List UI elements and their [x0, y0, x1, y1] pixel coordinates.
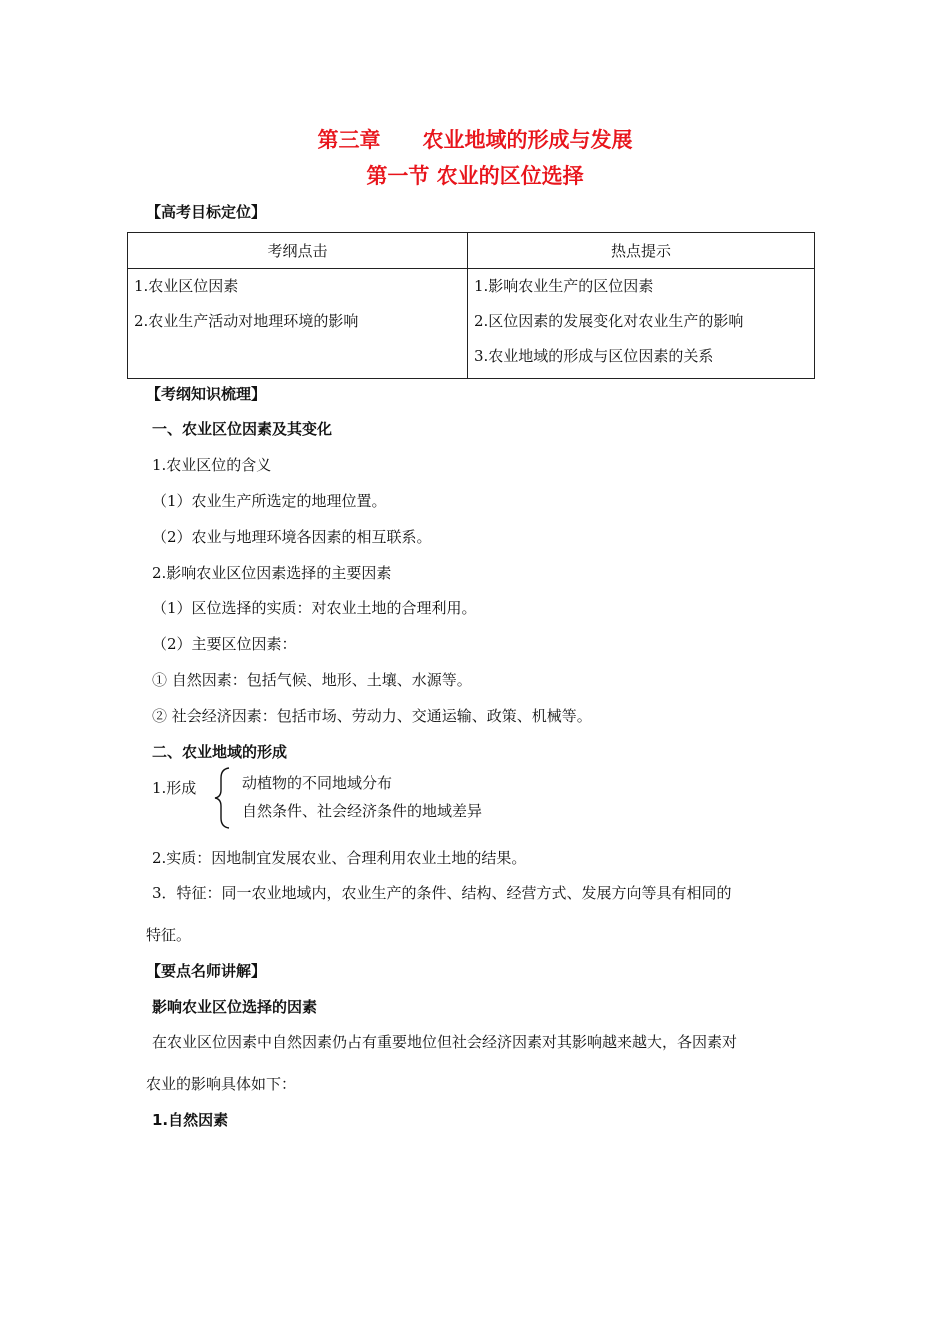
text-line: （2）农业与地理环境各因素的相互联系。	[152, 528, 432, 546]
teacher-heading: 【要点名师讲解】	[146, 962, 267, 980]
chapter-title	[0, 124, 950, 154]
paragraph-line-cont: 农业的影响具体如下：	[146, 1075, 297, 1093]
feature-line: 3．特征：同一农业地域内，农业生产的条件、结构、经营方式、发展方向等具有相同的	[152, 884, 732, 902]
section-title: 第一节 农业的区位选择	[366, 164, 584, 188]
curly-brace-icon	[213, 766, 233, 830]
goal-table-left-cell	[128, 269, 468, 379]
goal-table-header-left: 考纲点击	[128, 233, 468, 269]
goal-table-header-right: 热点提示	[468, 233, 815, 269]
text-line: 1.农业区位的含义	[152, 456, 272, 474]
formation-item: 动植物的不同地域分布	[242, 774, 393, 792]
chapter-name: 农业地域的形成与发展	[422, 128, 633, 152]
goal-heading: 【高考目标定位】	[146, 203, 267, 221]
text-line: 2.影响农业区位因素选择的主要因素	[152, 564, 392, 582]
goal-right-item: 3.农业地域的形成与区位因素的关系	[474, 347, 714, 365]
essence-line: 2.实质：因地制宜发展农业、合理利用农业土地的结果。	[152, 849, 527, 867]
goal-left-item: 2.农业生产活动对地理环境的影响	[134, 312, 359, 330]
text-line: ① 自然因素：包括气候、地形、土壤、水源等。	[152, 671, 472, 689]
goal-left-item: 1.农业区位因素	[134, 277, 239, 295]
goal-table-right-cell	[468, 269, 815, 379]
knowledge-heading: 【考纲知识梳理】	[146, 385, 267, 403]
goal-right-item: 1.影响农业生产的区位因素	[474, 277, 654, 295]
text-line: （1）农业生产所选定的地理位置。	[152, 492, 387, 510]
text-line: （1）区位选择的实质：对农业土地的合理利用。	[152, 599, 477, 617]
goal-right-item: 2.区位因素的发展变化对农业生产的影响	[474, 312, 744, 330]
part1-heading: 一、农业区位因素及其变化	[152, 420, 333, 438]
chapter-number: 第三章	[317, 128, 381, 152]
formation-item: 自然条件、社会经济条件的地域差异	[242, 802, 483, 820]
goal-table	[127, 232, 815, 379]
teacher-subheading: 影响农业区位选择的因素	[152, 998, 318, 1016]
feature-line-cont: 特征。	[146, 926, 192, 944]
item-natural-factors: 1.自然因素	[152, 1111, 229, 1129]
formation-label: 1.形成	[152, 779, 197, 797]
part2-heading: 二、农业地域的形成	[152, 743, 288, 761]
text-line: ② 社会经济因素：包括市场、劳动力、交通运输、政策、机械等。	[152, 707, 592, 725]
text-line: （2）主要区位因素：	[152, 635, 297, 653]
paragraph-line: 在农业区位因素中自然因素仍占有重要地位但社会经济因素对其影响越来越大，各因素对	[152, 1033, 738, 1051]
